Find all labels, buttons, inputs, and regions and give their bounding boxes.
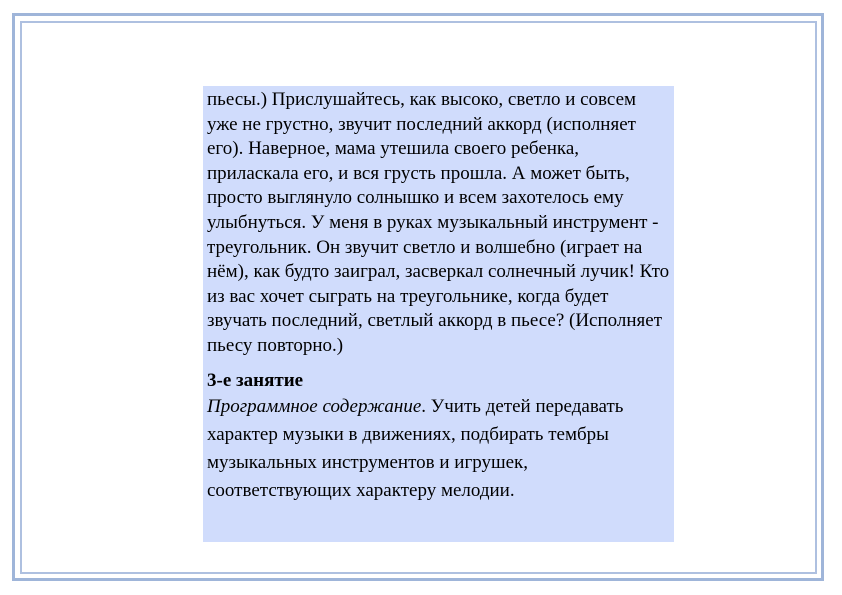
text-box xyxy=(203,86,674,542)
paragraph-1: пьесы.) Прислушайтесь, как высоко, светло и совсем уже не грустно, звучит последний аккорд (исполняет его). Наверное, мама утешила своего ребенка, приласкала его, и вся грусть прошла. А может быть, просто выглянуло солнышко и всем захотелось ему улыбнуться. У меня в руках музыкальный инструмент - треугольник. Он звучит светло и волшебно (играет на нём), как будто заиграл, засверкал солнечный лучик! Кто из вас хочет сыграть на треугольнике, когда будет звучать последний, светлый аккорд в пьесе? (Исполняет пьесу повторно.) xyxy=(207,89,670,356)
program-content-text: . Учить детей передавать характер музыки в движениях, подбирать тембры музыкальных инструментов и игрушек, соответствующих характеру мелодии. xyxy=(207,395,624,502)
section-heading: 3-е занятие xyxy=(207,369,304,391)
program-content-label: Программное содержание xyxy=(207,395,422,417)
paragraph-2 xyxy=(207,393,670,506)
